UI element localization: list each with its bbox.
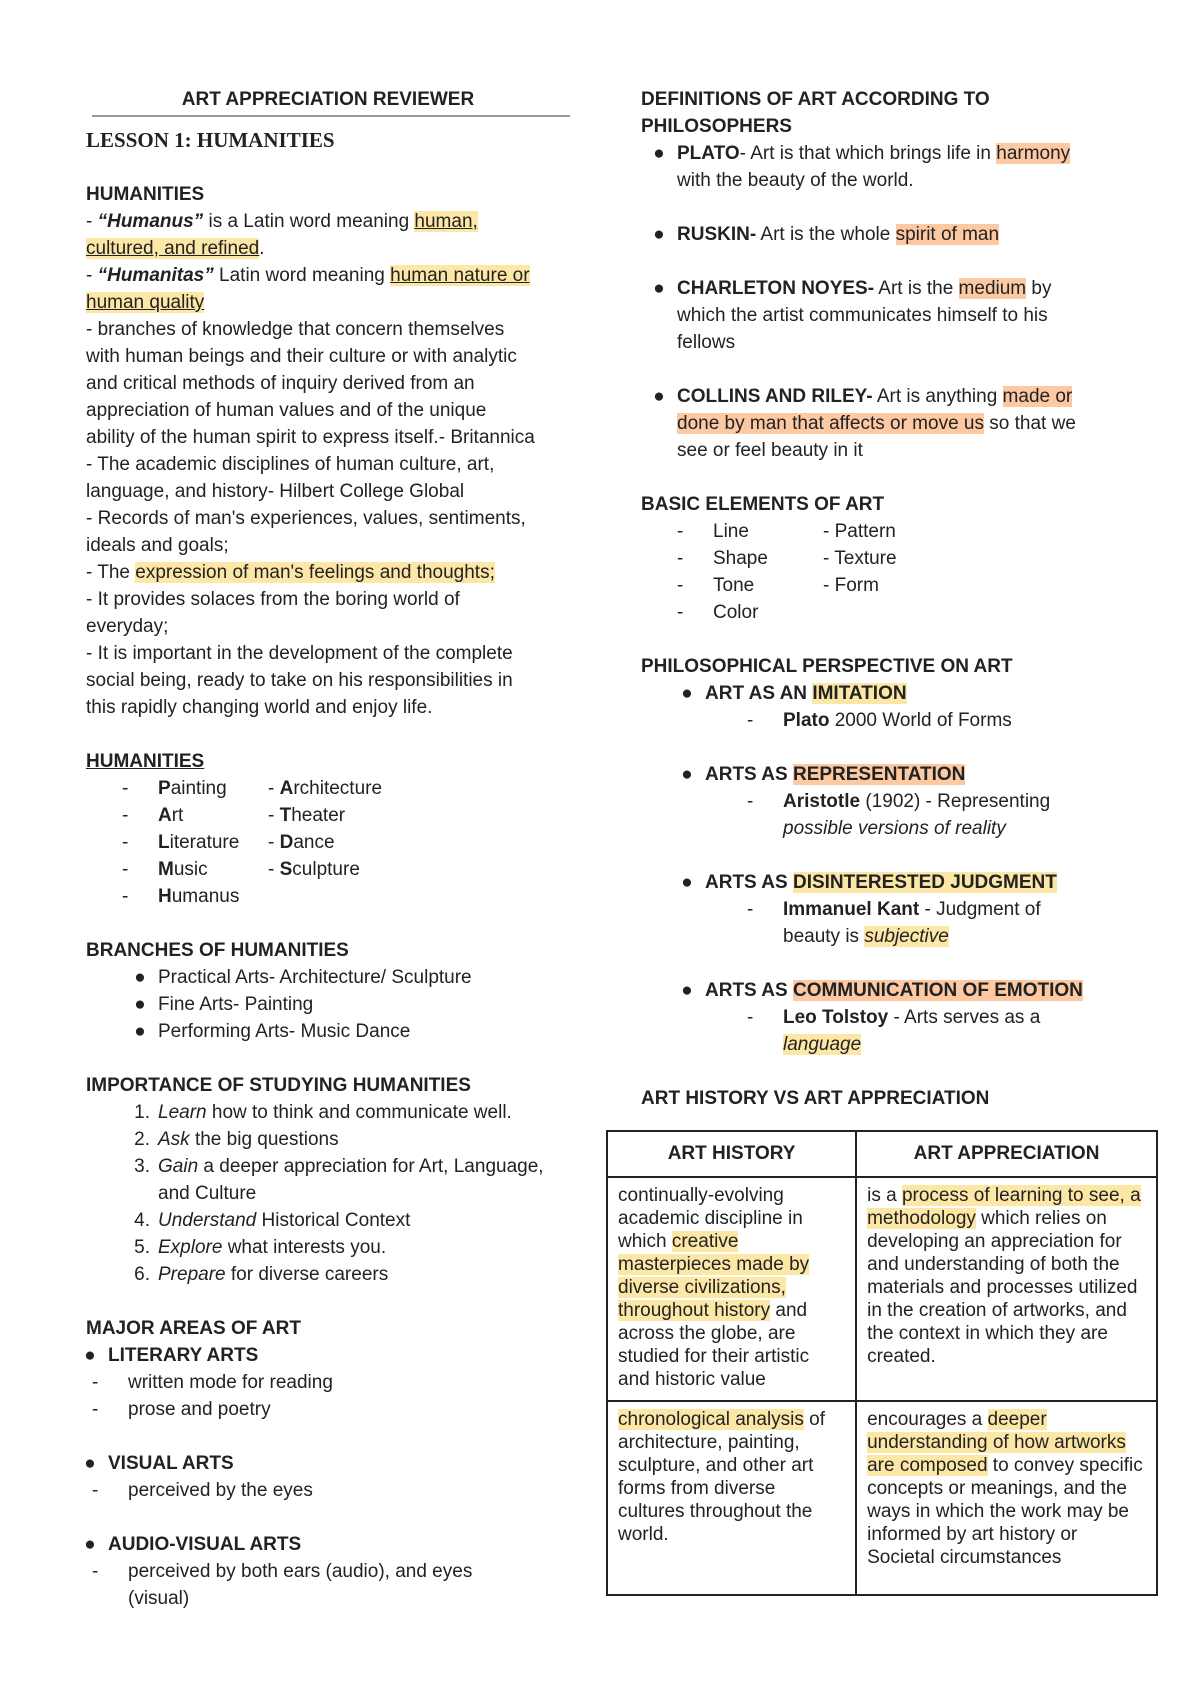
perspective-emotion: ● ARTS AS COMMUNICATION OF EMOTION - Leo Tolstoy - Arts serves as a language	[641, 977, 1161, 1058]
list-item: - Literature	[122, 832, 240, 853]
bullet-icon: ●	[653, 278, 665, 299]
right-column: DEFINITIONS OF ART ACCORDING TO PHILOSOPHERS ● PLATO- Art is that which brings life in harmony with the beauty of the world. ● RUSKIN- Art is the whole spirit of man ● CHARLETON NOYES- Art is the medium by which the artist communicates himself to his fellows ● COLLINS AND RILEY- Art is anything made or done by man that affects or move us so that we see or feel beauty in it BASIC ELEMENTS OF ART - Line - Shape - Tone - Color - Pattern - Texture - Form PHILOSOPHICAL PERSPECTIVE ON ART ● ART AS AN IMITATION - Plato 2000 World of Forms ● ARTS AS REPRESENTATION - Aristotle (1902) - Representing possible versions of reality ● ARTS AS DISINTERESTED JUDGMENT - Immanuel Kant - Judgment of beauty is subjective ● ARTS AS COMMUNICATION OF EMOTION - Leo Tolstoy - Arts serves as a language ART HISTORY VS ART APPRECIATION ART HISTORY ART APPRECIATION continually-evolving academic discipline in which creative masterpieces made by diverse civilizations, throughout history and across the globe, are studied for their artistic and historic value is a process of learning to see, a methodology which relies on developing an appreciation for and understanding of both the materials and processes utilized in the creation of artworks, and the context in which they are created. chronological analysis of architecture, painting, sculpture, and other art forms from diverse cultures throughout the world. encourages a deeper understanding of how artworks are composed to convey specific concepts or meanings, and the ways in which the work may be informed by art history or Societal circumstances	[641, 86, 1161, 1596]
elements-list	[641, 518, 1161, 626]
bullet-icon: ●	[134, 1021, 146, 1042]
bullet-icon: ●	[84, 1534, 96, 1555]
importance-list	[86, 1099, 570, 1288]
perspective-imitation: ● ART AS AN IMITATION - Plato 2000 World of Forms	[641, 680, 1161, 734]
humanities-definitions: - branches of knowledge that concern themselves with human beings and their culture or with analytic and critical methods of inquiry derived from an appreciation of human values and of the unique ability of the human spirit to express itself.- Britannica - The academic disciplines of human culture, art, language, and history- Hilbert College Global - Records of man's experiences, values, sentiments, ideals and goals; - The expression of man's feelings and thoughts; - It provides solaces from the boring world of everyday; - It is important in the development of the complete social being, ready to take on his responsibilities in this rapidly changing world and enjoy life.	[86, 316, 570, 721]
table-row	[607, 1401, 1157, 1595]
bullet-icon: ●	[653, 224, 665, 245]
branches-list	[86, 964, 570, 1045]
page-title: ART APPRECIATION REVIEWER	[181, 89, 475, 110]
bullet-icon: ●	[681, 764, 693, 785]
list-item: - Painting	[122, 778, 227, 799]
comparison-table	[606, 1130, 1158, 1596]
title-divider	[92, 115, 570, 117]
section-heading-history-vs-appreciation: ART HISTORY VS ART APPRECIATION	[641, 1088, 990, 1109]
humanus-highlight: cultured, and refined	[86, 238, 260, 259]
table-cell: encourages a deeper understanding of how artworks are composed to convey specific concepts or meanings, and the ways in which the work may be informed by art history or Societal circumstances	[856, 1401, 1157, 1595]
table-cell: chronological analysis of architecture, painting, sculpture, and other art forms from diverse cultures throughout the world.	[607, 1401, 856, 1595]
list-item: ● Practical Arts- Architecture/ Sculpture	[86, 964, 570, 991]
list-item: ● Fine Arts- Painting	[86, 991, 570, 1018]
section-heading-elements: BASIC ELEMENTS OF ART	[641, 494, 885, 515]
definition-ruskin: ● RUSKIN- Art is the whole spirit of man	[641, 221, 1161, 248]
list-item: - Dance	[268, 832, 335, 853]
list-item: 1. Learn how to think and communicate well.	[134, 1102, 512, 1123]
list-item: - Color	[677, 602, 759, 623]
list-item: - Line	[677, 521, 749, 542]
bullet-icon: ●	[681, 872, 693, 893]
list-item: - Art	[122, 805, 184, 826]
table-row	[607, 1177, 1157, 1401]
table-cell: is a process of learning to see, a methodology which relies on developing an appreciation for and understanding of both the materials and processes utilized in the creation of artworks, and the context in which they are created.	[856, 1177, 1157, 1401]
section-heading-importance: IMPORTANCE OF STUDYING HUMANITIES	[86, 1075, 471, 1096]
table-header-art-history: ART HISTORY	[607, 1131, 856, 1177]
table-cell: continually-evolving academic discipline in which creative masterpieces made by diverse civilizations, throughout history and across the globe, are studied for their artistic and historic value	[607, 1177, 856, 1401]
definitions-heading: DEFINITIONS OF ART ACCORDING TO	[641, 89, 990, 110]
literary-arts-item: ● LITERARY ARTS	[72, 1342, 570, 1369]
list-item: 3. Gain a deeper appreciation for Art, Language, and Culture	[134, 1156, 544, 1204]
definition-plato: ● PLATO- Art is that which brings life in harmony with the beauty of the world.	[641, 140, 1161, 194]
list-item: - Theater	[268, 805, 346, 826]
list-item: - Architecture	[268, 778, 383, 799]
list-item: - perceived by both ears (audio), and eyes	[92, 1561, 473, 1582]
list-item: - written mode for reading	[92, 1372, 333, 1393]
bullet-icon: ●	[653, 143, 665, 164]
expression-line: - The expression of man's feelings and thoughts;	[86, 562, 495, 583]
bullet-icon: ●	[84, 1345, 96, 1366]
definition-collins-riley: ● COLLINS AND RILEY- Art is anything made or done by man that affects or move us so that we see or feel beauty in it	[641, 383, 1161, 464]
list-item: - perceived by the eyes	[92, 1480, 313, 1501]
list-item: 5. Explore what interests you.	[134, 1237, 387, 1258]
list-item: - Form	[823, 575, 879, 596]
bullet-icon: ●	[84, 1453, 96, 1474]
list-item: - prose and poetry	[92, 1399, 271, 1420]
humanus-definition: - “Humanus” is a Latin word meaning human,	[86, 211, 478, 232]
list-item: - Pattern	[823, 521, 896, 542]
humanitas-highlight: human quality	[86, 292, 205, 313]
perspective-representation: ● ARTS AS REPRESENTATION - Aristotle (1902) - Representing possible versions of reality	[641, 761, 1161, 842]
section-heading-branches: BRANCHES OF HUMANITIES	[86, 940, 349, 961]
bullet-icon: ●	[681, 683, 693, 704]
humanities-acronym-list	[86, 775, 570, 910]
audio-visual-arts-item: ● AUDIO-VISUAL ARTS	[72, 1531, 570, 1558]
section-heading-perspective: PHILOSOPHICAL PERSPECTIVE ON ART	[641, 656, 1013, 677]
perspective-judgment: ● ARTS AS DISINTERESTED JUDGMENT - Immanuel Kant - Judgment of beauty is subjective	[641, 869, 1161, 950]
lesson-heading: LESSON 1: HUMANITIES	[86, 128, 335, 152]
section-heading-humanities: HUMANITIES	[86, 184, 205, 205]
visual-arts-item: ● VISUAL ARTS	[72, 1450, 570, 1477]
list-item: - Sculpture	[268, 859, 360, 880]
bullet-icon: ●	[134, 967, 146, 988]
humanitas-definition: - “Humanitas” Latin word meaning human nature or	[86, 265, 530, 286]
list-item: 2. Ask the big questions	[134, 1129, 339, 1150]
bullet-icon: ●	[653, 386, 665, 407]
list-item: - Texture	[823, 548, 897, 569]
table-header-art-appreciation: ART APPRECIATION	[856, 1131, 1157, 1177]
list-item: - Music	[122, 859, 208, 880]
list-item: - Shape	[677, 548, 768, 569]
list-item: 4. Understand Historical Context	[134, 1210, 411, 1231]
list-item: ● Performing Arts- Music Dance	[86, 1018, 570, 1045]
list-item: 6. Prepare for diverse careers	[134, 1264, 389, 1285]
section-heading-major-areas: MAJOR AREAS OF ART	[86, 1318, 301, 1339]
definition-noyes: ● CHARLETON NOYES- Art is the medium by which the artist communicates himself to his fellows	[641, 275, 1161, 356]
left-column: ART APPRECIATION REVIEWER LESSON 1: HUMANITIES HUMANITIES - “Humanus” is a Latin word meaning human, cultured, and refined. - “Humanitas” Latin word meaning human nature or human quality - branches of knowledge that concern themselves with human beings and their culture or with analytic and critical methods of inquiry derived from an appreciation of human values and of the unique ability of the human spirit to express itself.- Britannica - The academic disciplines of human culture, art, language, and history- Hilbert College Global - Records of man's experiences, values, sentiments, ideals and goals; - The expression of man's feelings and thoughts; - It provides solaces from the boring world of everyday; - It is important in the development of the complete social being, ready to take on his responsibilities in this rapidly changing world and enjoy life. HUMANITIES - Painting - Art - Literature - Music - Humanus - Architecture - Theater - Dance - Sculpture BRANCHES OF HUMANITIES ● Practical Arts- Architecture/ Sculpture ● Fine Arts- Painting ● Performing Arts- Music Dance IMPORTANCE OF STUDYING HUMANITIES 1. Learn how to think and communicate well. 2. Ask the big questions 3. Gain a deeper appreciation for Art, Language, and Culture 4. Understand Historical Context 5. Explore what interests you. 6. Prepare for diverse careers MAJOR AREAS OF ART ● LITERARY ARTS - written mode for reading - prose and poetry ● VISUAL ARTS - perceived by the eyes ● AUDIO-VISUAL ARTS - perceived by both ears (audio), and eyes (visual)	[86, 86, 570, 1612]
list-item: - Humanus	[122, 886, 240, 907]
section-heading-humanities-acronym: HUMANITIES	[86, 751, 205, 772]
list-item: - Tone	[677, 575, 755, 596]
bullet-icon: ●	[134, 994, 146, 1015]
bullet-icon: ●	[681, 980, 693, 1001]
